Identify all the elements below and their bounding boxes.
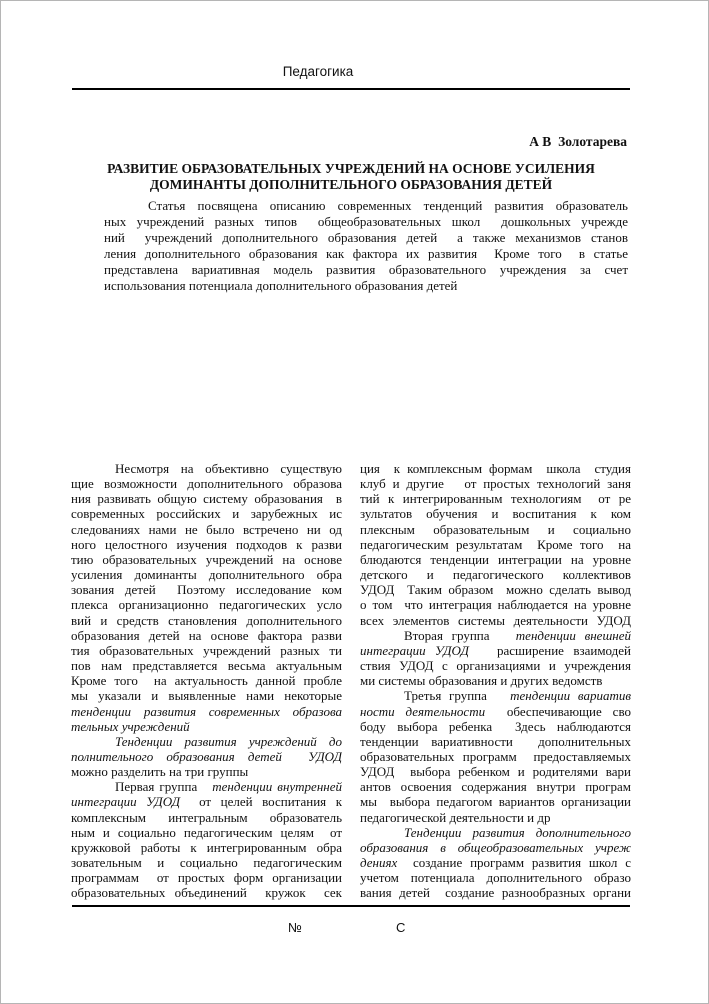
text-line: дениях создание программ развития школ с bbox=[360, 855, 631, 871]
text-line: тельных учреждений bbox=[71, 718, 190, 734]
text-line: ных учреждений разных типов общеобразовательных школ дошкольных учрежде bbox=[104, 213, 628, 229]
text-line: тенденции развития современных образова bbox=[71, 703, 342, 719]
text-line: зовательным и социально педагогическим bbox=[71, 855, 342, 871]
text-line: Третья группа тенденции вариатив bbox=[404, 688, 631, 704]
text-line: клуб и другие от простых технологий заня bbox=[360, 476, 631, 492]
footer-divider bbox=[72, 905, 630, 907]
text-line: щие возможности дополнительного образова bbox=[71, 476, 342, 492]
text-line: педагогической деятельности и др bbox=[360, 809, 551, 825]
column-left bbox=[71, 461, 342, 901]
text-line: можно разделить на три группы bbox=[71, 764, 249, 780]
text-line: Тенденции развития дополнительного bbox=[404, 824, 631, 840]
running-header bbox=[71, 64, 631, 79]
text-line: интеграции УДОД от целей воспитания к bbox=[71, 794, 342, 810]
text-line: Кроме того на актуальность данной пробле bbox=[71, 673, 342, 689]
text-line: детского и педагогического коллективов bbox=[360, 567, 631, 583]
text-line: тия образовательных учреждений разных ти bbox=[71, 642, 342, 658]
text-line: пов нам представляется весьма актуальным bbox=[71, 658, 342, 674]
text-line: полнительного образования детей УДОД bbox=[71, 748, 342, 764]
article-title bbox=[71, 161, 631, 193]
text-line: представлена вариативная модель развития образовательного учреждения за счет bbox=[104, 261, 628, 277]
text-line: образования детей на основе фактора разви bbox=[71, 627, 342, 643]
text-line: усиления доминанты дополнительного обра bbox=[71, 567, 342, 583]
text-line: антов освоения содержания внутри програм bbox=[360, 779, 631, 795]
text-line: современных российских и зарубежных ис bbox=[71, 506, 342, 522]
text-line: УДОД Таким образом можно сделать вывод bbox=[360, 582, 631, 598]
text-line: мы указали и выявленные нами некоторые bbox=[71, 688, 342, 704]
text-line: ного целостного изучения подходов к разви bbox=[71, 536, 342, 552]
text-line: педагогическим результатам Кроме того на bbox=[360, 536, 631, 552]
text-line: ствия УДОД с организациями и учреждения bbox=[360, 658, 631, 674]
author-name: А В Золотарева bbox=[529, 134, 627, 149]
text-line: ния развивать общую систему образования в bbox=[71, 491, 342, 507]
text-line: УДОД выбора ребенком и родителями вари bbox=[360, 764, 631, 780]
text-line: образовательных программ предоставляемых bbox=[360, 748, 631, 764]
text-line: ми системы образования и других ведомств bbox=[360, 673, 603, 689]
text-line: ным и социально педагогическим целям от bbox=[71, 824, 342, 840]
text-line: тий к интегрированным технологиям от ре bbox=[360, 491, 631, 507]
text-line: ний учреждений дополнительного образования детей а также механизмов станов bbox=[104, 229, 628, 245]
text-line: интеграции УДОД расширение взаимодей bbox=[360, 642, 631, 658]
text-line: ления дополнительного образования как фактора их развития Кроме того в статье bbox=[104, 245, 628, 261]
text-line: тенденции вариативности дополнительных bbox=[360, 733, 631, 749]
text-line: комплексным интегральным образователь bbox=[71, 809, 342, 825]
abstract bbox=[104, 198, 628, 293]
article-title-line-2: ДОМИНАНТЫ ДОПОЛНИТЕЛЬНОГО ОБРАЗОВАНИЯ ДЕТЕЙ bbox=[149, 176, 553, 192]
column-right bbox=[360, 461, 631, 901]
text-line: использования потенциала дополнительного образования детей bbox=[104, 277, 458, 293]
text-line: плекса организационно педагогических усло bbox=[71, 597, 342, 613]
text-line: программам от простых форм организации bbox=[71, 870, 342, 886]
text-line: вий и средств становления дополнительного bbox=[71, 612, 342, 628]
text-line: боду выбора ребенка Здесь наблюдаются bbox=[360, 718, 631, 734]
text-line: мы выбора педагогом вариантов организации bbox=[360, 794, 631, 810]
text-line: Тенденции развития учреждений до bbox=[115, 733, 342, 749]
text-line: о том что интеграция наблюдается на уровне bbox=[360, 597, 631, 613]
text-line: вания детей создание разнообразных органи bbox=[360, 885, 631, 901]
text-line: образовательных объединений кружок сек bbox=[71, 885, 342, 901]
text-line: тию образовательных учреждений на основе bbox=[71, 551, 342, 567]
footer-page-label: С bbox=[396, 920, 406, 935]
footer-issue-label: № bbox=[288, 920, 302, 935]
body-columns bbox=[71, 461, 631, 901]
text-line: плексным образовательным и социально bbox=[360, 521, 631, 537]
article-title-line-1: РАЗВИТИЕ ОБРАЗОВАТЕЛЬНЫХ УЧРЕЖДЕНИЙ НА ОСНОВЕ УСИЛЕНИЯ bbox=[107, 161, 595, 176]
text-line: следованиях нами не было встречено ни од bbox=[71, 521, 342, 537]
running-header-label: Педагогика bbox=[282, 64, 354, 79]
text-line: всех элементов системы деятельности УДОД bbox=[360, 612, 631, 628]
text-line: Несмотря на объективно существую bbox=[115, 461, 342, 476]
header-divider bbox=[72, 88, 630, 90]
text-line: ности деятельности обеспечивающие сво bbox=[360, 703, 631, 719]
text-line: зования детей Поэтому исследование ком bbox=[71, 582, 342, 598]
text-line: ция к комплексным формам школа студия bbox=[360, 461, 631, 476]
text-line: блюдаются тенденции интеграции на уровне bbox=[360, 551, 631, 567]
text-line: Вторая группа тенденции внешней bbox=[404, 627, 631, 643]
text-line: учетом потенциала дополнительного образо bbox=[360, 870, 631, 886]
text-line: зультатов обучения и воспитания к ком bbox=[360, 506, 631, 522]
text-line: Первая группа тенденции внутренней bbox=[115, 779, 342, 795]
text-line: кружковой работы к интегрированным обра bbox=[71, 839, 342, 855]
text-line: Статья посвящена описанию современных тенденций развития образователь bbox=[148, 198, 628, 213]
text-line: образования в общеобразовательных учреж bbox=[360, 839, 631, 855]
